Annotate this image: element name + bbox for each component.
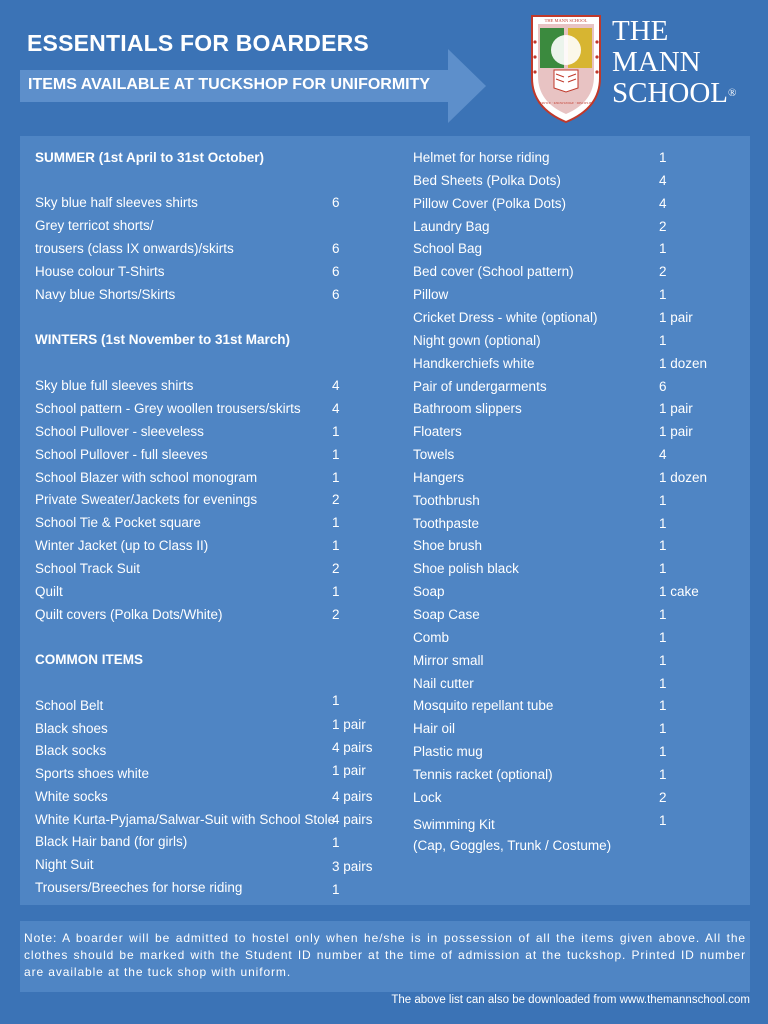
list-item: trousers (class IX onwards)/skirts: [35, 241, 234, 256]
item-qty: 1: [332, 882, 340, 897]
item-qty: 1: [659, 332, 667, 348]
item-qty: 1: [659, 492, 667, 508]
list-item: Hair oil: [413, 721, 456, 737]
list-item: Night gown (optional): [413, 332, 541, 348]
list-item: Bed Sheets (Polka Dots): [413, 172, 561, 188]
item-qty: 2: [332, 492, 340, 507]
item-qty: 1: [332, 470, 340, 485]
list-item: Grey terricot shorts/: [35, 218, 154, 233]
note-box: [20, 921, 750, 992]
item-qty: 1: [332, 447, 340, 462]
list-item: Quilt covers (Polka Dots/White): [35, 607, 223, 622]
list-item: Laundry Bag: [413, 218, 490, 234]
item-qty: 4: [659, 172, 667, 188]
list-item: House colour T-Shirts: [35, 264, 165, 279]
list-item: Night Suit: [35, 857, 94, 872]
item-qty: 1: [332, 538, 340, 553]
list-item: School Track Suit: [35, 561, 141, 576]
list-item: Soap: [413, 584, 445, 600]
list-item: Comb: [413, 629, 450, 645]
item-qty: 4: [659, 195, 667, 211]
items-panel: [20, 136, 750, 905]
registered-mark: ®: [728, 87, 737, 99]
item-qty: 6: [332, 195, 340, 210]
item-qty: 1 dozen: [659, 355, 708, 371]
item-qty: 1: [659, 538, 667, 554]
common-heading: COMMON ITEMS: [35, 652, 143, 667]
item-qty: 1: [659, 766, 667, 782]
list-item: Black shoes: [35, 721, 108, 736]
list-item: Shoe polish black: [413, 561, 519, 577]
item-qty: 2: [332, 561, 340, 576]
crest-motto-top: THE MANN SCHOOL: [544, 18, 588, 23]
item-qty: 1 cake: [659, 584, 699, 600]
school-name-line1: THE: [612, 15, 669, 47]
item-qty: 1: [659, 698, 667, 714]
item-qty: 1: [659, 744, 667, 760]
page-title: ESSENTIALS FOR BOARDERS: [27, 30, 369, 56]
list-item: Towels: [413, 447, 455, 463]
crest-motto-bottom: SERVICE · KNOWLEDGE · DISCIPLINE: [537, 101, 595, 105]
school-name-line2: MANN: [612, 46, 701, 78]
item-qty: 1: [659, 515, 667, 531]
list-item: Pair of undergarments: [413, 378, 547, 394]
download-footer: The above list can also be downloaded from www.themannschool.com: [391, 994, 750, 1006]
list-item: School Belt: [35, 698, 104, 713]
item-qty: 2: [659, 789, 667, 805]
school-name-line3: [612, 78, 736, 109]
list-item: Soap Case: [413, 607, 480, 622]
list-item: School Tie & Pocket square: [35, 515, 201, 530]
item-qty: 1: [659, 812, 667, 828]
list-item: School Pullover - sleeveless: [35, 424, 204, 439]
item-qty: 4 pairs: [332, 812, 373, 827]
item-qty: 4: [332, 378, 340, 393]
list-item: Handkerchiefs white: [413, 355, 535, 371]
item-qty: 1: [659, 629, 667, 645]
list-item: Black Hair band (for girls): [35, 834, 188, 849]
list-item: Sports shoes white: [35, 766, 150, 781]
list-item: Cricket Dress - white (optional): [413, 309, 598, 325]
list-item: Bathroom slippers: [413, 401, 522, 417]
item-qty: 6: [332, 241, 340, 256]
winters-heading: WINTERS (1st November to 31st March): [35, 332, 291, 347]
item-qty: 1: [659, 607, 667, 622]
item-qty: 1: [332, 424, 340, 439]
list-item: School Bag: [413, 241, 483, 257]
list-item: School pattern - Grey woollen trousers/skirts: [35, 401, 301, 416]
subtitle-banner: [20, 70, 448, 102]
list-item: Swimming Kit: [413, 816, 495, 832]
item-qty: 1: [659, 675, 667, 691]
list-item: Quilt: [35, 584, 63, 599]
item-qty: 1: [332, 515, 340, 530]
item-qty: 3 pairs: [332, 859, 373, 874]
list-item: Bed cover (School pattern): [413, 264, 574, 280]
item-qty: 2: [332, 607, 340, 622]
item-qty: 4 pairs: [332, 740, 373, 755]
item-qty: 1 pair: [659, 401, 693, 417]
item-qty: 1: [332, 693, 340, 708]
item-qty: 1: [659, 150, 667, 165]
list-item: Navy blue Shorts/Skirts: [35, 287, 176, 302]
item-qty: 1 dozen: [659, 469, 708, 485]
list-item: Black socks: [35, 743, 107, 758]
item-qty: 1: [659, 652, 667, 668]
item-qty: 1: [659, 721, 667, 737]
item-qty: 2: [659, 218, 667, 234]
item-qty: 6: [659, 378, 667, 394]
list-item: Trousers/Breeches for horse riding: [35, 880, 243, 895]
arrow-right-icon: [448, 49, 486, 123]
list-item: School Blazer with school monogram: [35, 470, 258, 485]
list-item: Nail cutter: [413, 675, 474, 691]
school-crest-logo: [528, 12, 604, 124]
note-text: Note: A boarder will be admitted to hostel only when he/she is in possession of all the items given above. All the clothes should be marked with the Student ID number at the time of admission at the tuckshop. Printed ID number are available at the tuck shop with uniform.: [24, 931, 746, 979]
item-qty: 1 pair: [332, 763, 366, 778]
list-item: Toothpaste: [413, 515, 480, 531]
list-item: Sky blue full sleeves shirts: [35, 378, 194, 393]
item-qty: 1 pair: [659, 309, 693, 325]
item-qty: 4: [332, 401, 340, 416]
swimming-kit-detail: (Cap, Goggles, Trunk / Costume): [413, 837, 612, 853]
item-qty: 1: [659, 561, 667, 577]
item-qty: 6: [332, 287, 340, 302]
list-item: Mirror small: [413, 652, 484, 668]
list-item: Pillow: [413, 287, 449, 303]
list-item: Tennis racket (optional): [413, 766, 553, 782]
list-item: Hangers: [413, 469, 465, 485]
list-item: Sky blue half sleeves shirts: [35, 195, 198, 210]
list-item: School Pullover - full sleeves: [35, 447, 208, 462]
subtitle-text: ITEMS AVAILABLE AT TUCKSHOP FOR UNIFORMITY: [28, 76, 431, 93]
summer-heading: SUMMER (1st April to 31st October): [35, 150, 265, 165]
item-qty: 1 pair: [659, 424, 693, 440]
list-item: Shoe brush: [413, 538, 483, 554]
item-qty: 2: [659, 264, 667, 280]
list-item: Helmet for horse riding: [413, 150, 550, 165]
item-qty: 1 pair: [332, 717, 366, 732]
list-item: Private Sweater/Jackets for evenings: [35, 492, 258, 507]
item-qty: 6: [332, 264, 340, 279]
list-item: Pillow Cover (Polka Dots): [413, 195, 567, 211]
item-qty: 1: [659, 287, 667, 303]
item-qty: 1: [332, 835, 340, 850]
item-qty: 4 pairs: [332, 789, 373, 804]
item-qty: 4: [659, 447, 667, 463]
list-item: Plastic mug: [413, 744, 483, 760]
list-item: Floaters: [413, 424, 462, 440]
school-name-line3-text: SCHOOL: [612, 77, 729, 109]
list-item: White socks: [35, 789, 108, 804]
list-item: Mosquito repellant tube: [413, 698, 554, 714]
list-item: Lock: [413, 789, 442, 805]
list-item: White Kurta-Pyjama/Salwar-Suit with School Stole: [35, 812, 336, 827]
list-item: Toothbrush: [413, 492, 480, 508]
list-item: Winter Jacket (up to Class II): [35, 538, 209, 553]
item-qty: 1: [332, 584, 340, 599]
school-name: [612, 16, 736, 109]
item-qty: 1: [659, 241, 667, 257]
